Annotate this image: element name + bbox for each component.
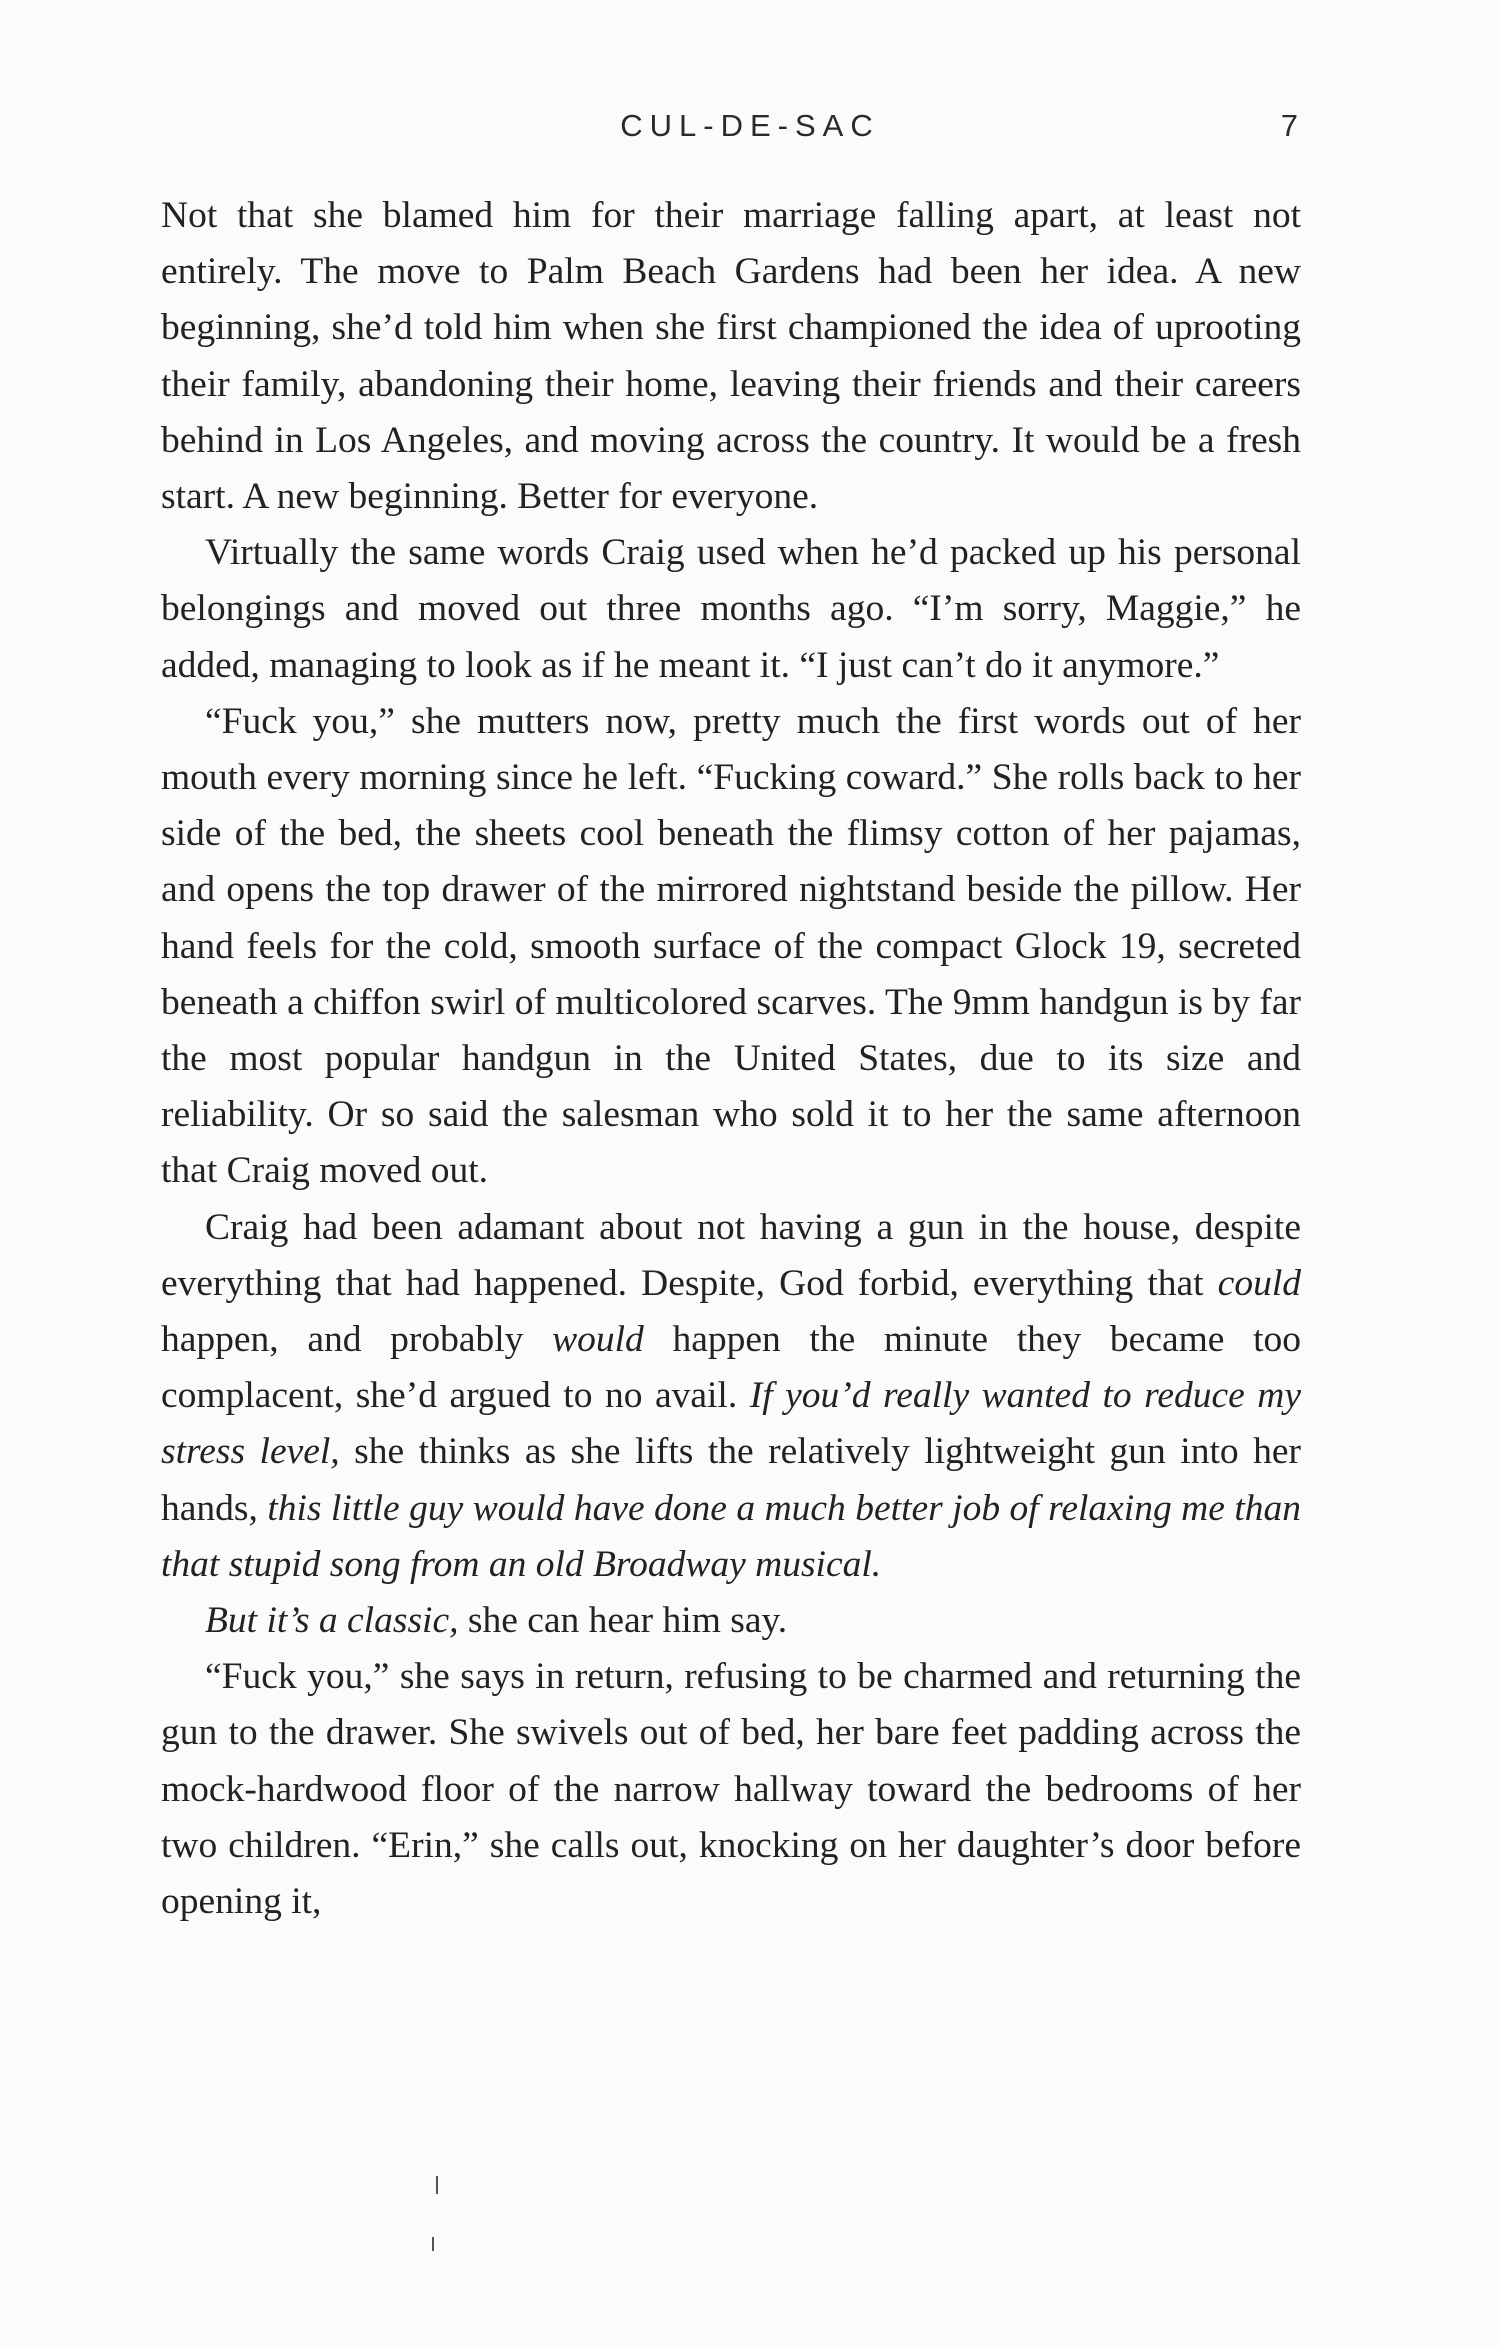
paragraph-2: Virtually the same words Craig used when he’d packed up his personal belongings and moved out three months ago. “I’m sorry, Maggie,” he added, managing to look as if he meant it. “I just can’t do it anymore.” [161,532,1301,686]
paragraph-4 [161,1200,1301,1593]
italic-text-run: this little guy would have done a much better job of relaxing me than that stupid song from an old Broadway musical. [161,1487,1301,1585]
italic-text-run: would [552,1319,644,1361]
text-run: happen, and probably [161,1319,553,1361]
paragraph-3: “Fuck you,” she mutters now, pretty much the first words out of her mouth every morning since he left. “Fucking coward.” She rolls back to her side of the bed, the sheets cool beneath the flimsy cotton of her pajamas, and opens the top drawer of the mirrored nightstand beside the pillow. Her hand feels for the cold, smooth surface of the compact Glock 19, secreted beneath a chiffon swirl of multicolored scarves. The 9mm handgun is by far the most popular handgun in the United States, due to its size and reliability. Or so said the salesman who sold it to her the same afternoon that Craig moved out. [161,700,1301,1192]
paragraph-5 [161,1593,1301,1649]
body-text [161,188,1301,1930]
text-run: happen the minute they became too complacent, she’d argued to no avail. [161,1319,1302,1417]
running-head [0,108,1500,158]
paragraph-1: Not that she blamed him for their marriage falling apart, at least not entirely. The move to Palm Beach Gardens had been her idea. A new beginning, she’d told him when she first championed the idea of uprooting their family, abandoning their home, leaving their friends and their careers behind in Los Angeles, and moving across the country. It would be a fresh start. A new beginning. Better for everyone. [161,195,1301,518]
page-number: 7 [1280,108,1298,143]
text-run: she can hear him say. [458,1600,788,1642]
italic-text-run: could [1217,1262,1301,1304]
running-title: CUL-DE-SAC [620,108,880,143]
text-run: she thinks as she lifts the relatively lightweight gun into her hands, [161,1431,1301,1529]
paragraph-6: “Fuck you,” she says in return, refusing to be charmed and returning the gun to the drawer. She swivels out of bed, her bare feet padding across the mock-hardwood floor of the narrow hallway toward the bedrooms of her two children. “Erin,” she calls out, knocking on her daughter’s door before opening it, [161,1656,1301,1923]
italic-text-run: If you’d really wanted to reduce my stress level, [161,1375,1301,1473]
scan-speck [436,2176,438,2194]
scan-speck [432,2237,434,2251]
italic-text-run: But it’s a classic, [205,1600,459,1642]
text-run: Craig had been adamant about not having a gun in the house, despite everything that had happened. Despite, God forbid, everything that [161,1206,1301,1304]
